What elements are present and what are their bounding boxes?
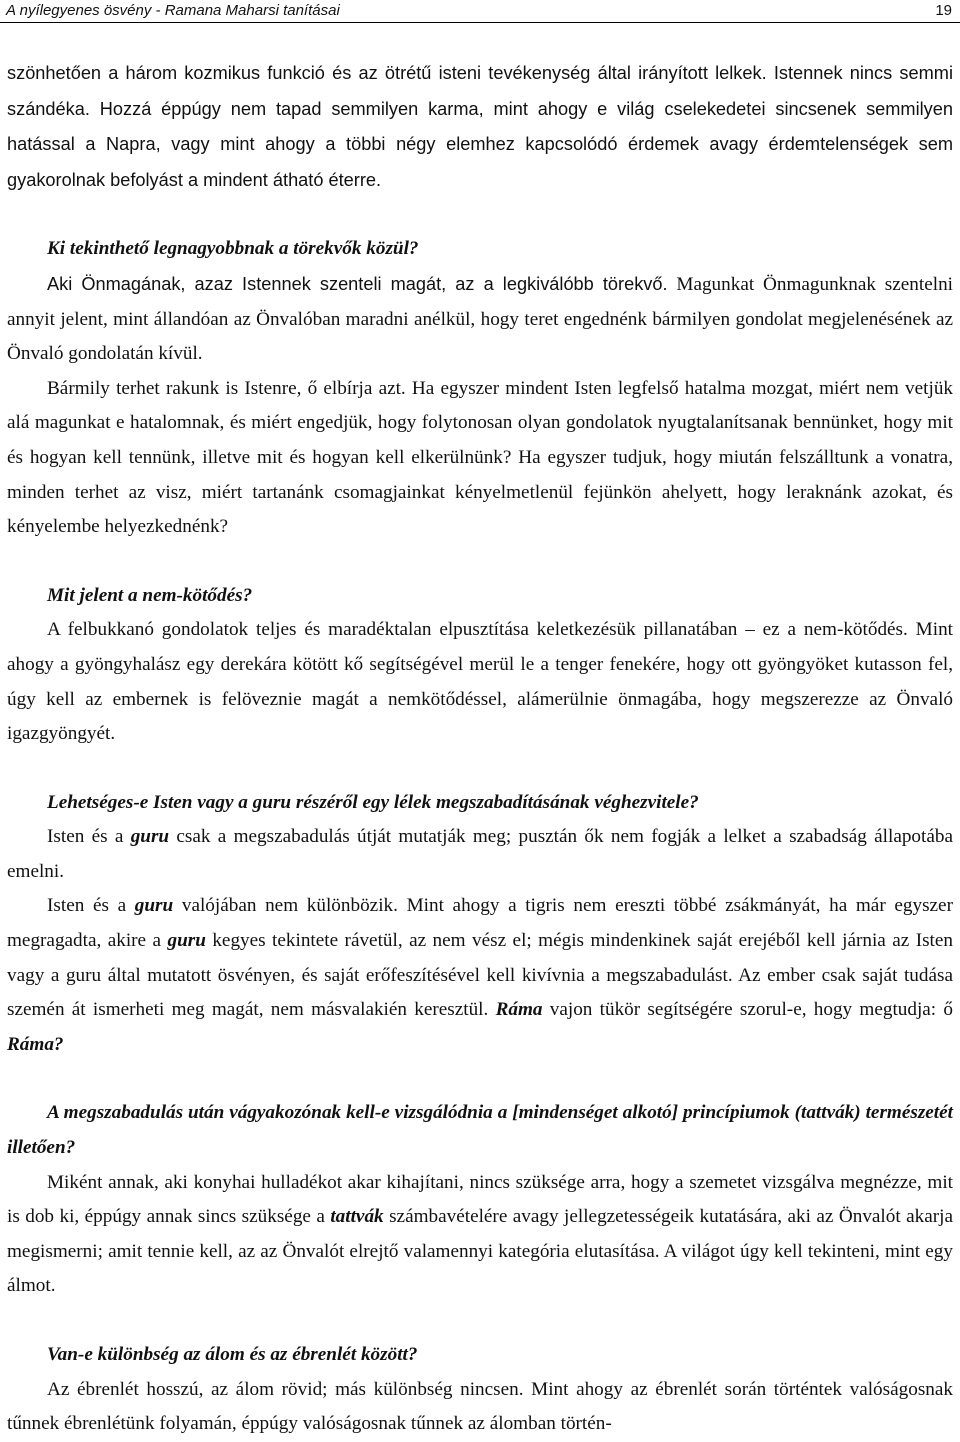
paragraph — [7, 889, 953, 1062]
emphasis: guru — [134, 895, 174, 917]
text-run: valójában nem különbözik. — [173, 895, 398, 917]
paragraph — [7, 820, 953, 889]
spacer — [7, 752, 953, 786]
paragraph — [7, 56, 953, 198]
text-run: csak a megszabadulás útját mutatják meg; pusztán ők nem fogják a lelket a szabadság állapotába emelni. — [7, 826, 953, 882]
text-run: szönhetően a három kozmikus funkció és az ötrétű isteni tevékenység által irányított lelkek. Istennek nincs semmi szándéka. — [7, 63, 953, 119]
paragraph — [7, 1373, 953, 1442]
page-number: 19 — [935, 2, 952, 19]
text-run: Isten és a — [47, 895, 135, 917]
text-run: Bármily terhet rakunk is Istenre, ő elbírja azt. — [47, 377, 406, 399]
text-run: számbavételére avagy jellegzetességeik kutatására, aki az Önvalót akarja megismerni; amit tennie kell, az az Önvalót elrejtő valamennyi kategória elutasítása. A világot úgy kell tekinteni, mint egy álmot. — [7, 1206, 953, 1297]
text-run: Ha egyszer mindent Isten legfelső hatalma mozgat, miért nem vetjük alá magunkat e hatalomnak, és miért engedjük, hogy folytonosan olyan gondolatok nyugtalanítsanak bennünket, hogy mit és hogyan kell tennünk, illetve mit és hogyan kell elkerülnünk? Ha egyszer tudjuk, hogy miután felszálltunk a vonatra, minden terhet az visz, miért tartanánk csomagjainkat kényelmetlenül fejünkön ahelyett, hogy leraknánk azokat, és kényelembe helyezkednénk? — [7, 377, 954, 538]
text-run: kegyes tekintete rávetül, az nem vész el; mégis mindenkinek saját erejéből kell járnia az Isten vagy a guru által mutatott ösvényen, és saját erőfeszítésével kell kivívnia a megszabadulást. Az ember csak saját tudása szemén át ismerheti meg magát, nem másvalakién keresztül. — [7, 930, 953, 1021]
section-question: Van-e különbség az álom és az ébrenlét között? — [47, 1344, 418, 1365]
emphasis: guru — [167, 930, 206, 952]
text-run: A felbukkanó gondolatok teljes és maradéktalan elpusztítása keletkezésük pillanatában ‒ ez a nem-kötődés. — [47, 619, 908, 641]
page-header — [0, 0, 960, 23]
text-run: Mint ahogy a tigris nem ereszti többé zsákmányát, ha már egyszer megragadta, akire a — [7, 895, 953, 952]
spacer — [7, 1062, 953, 1096]
text-run: Miként annak, aki konyhai hulladékot akar kihajítani, nincs szüksége arra, hogy a szemetet vizsgálva megnézze, mit is dob ki, éppúgy annak sincs szüksége a — [7, 1171, 953, 1228]
spacer — [7, 198, 953, 232]
text-run: Isten és a — [47, 826, 131, 848]
section-question: A megszabadulás után vágyakozónak kell-e vizsgálódnia a [mindenséget alkotó] princípiumok (tattvák) természetét illetően? — [7, 1102, 953, 1159]
section-question: Ki tekinthető legnagyobbnak a törekvők közül? — [47, 238, 419, 260]
emphasis: tattvák — [330, 1206, 384, 1228]
spacer — [7, 545, 953, 579]
paragraph — [7, 372, 953, 545]
spacer — [7, 1304, 953, 1338]
page-body — [7, 56, 953, 1442]
text-run: Hozzá éppúgy nem tapad semmilyen karma, mint ahogy e világ cselekedetei sincsenek semmilyen hatással a Napra, vagy mint ahogy a többi négy elemhez kapcsolódó érdemek avagy érdemtelenségek sem gyakorolnak befolyást a mindent átható éterre. — [7, 98, 953, 190]
emphasis: Ráma — [495, 999, 543, 1021]
section-question: Mit jelent a nem-kötődés? — [47, 584, 253, 606]
text-run: Mint ahogy a gyöngyhalász egy derekára kötött kő segítségével merül le a tenger fenekére, hogy ott gyöngyöket kutasson fel, úgy kell az embernek is felöveznie magát a nemkötődéssel, alámerülnie önmagába, hogy megszerezze az Önvaló igazgyöngyét. — [7, 619, 953, 745]
emphasis: guru — [130, 826, 170, 848]
text-run: Mint ahogy az ébrenlét során történtek valóságosnak tűnnek ébrenlétünk folyamán, éppúgy valóságosnak tűnnek az álomban történ- — [7, 1378, 953, 1435]
text-run: vajon tükör segítségére szorul-e, hogy megtudja: ő — [542, 999, 953, 1021]
text-run: Magunkat Önmagunknak szentelni annyit jelent, mint állandóan az Önvalóban maradni anélkül, hogy teret engednénk bármilyen gondolat megjelenésének az Önvaló gondolatán kívül. — [7, 273, 953, 365]
text-run: Az ébrenlét hosszú, az álom rövid; más különbség nincsen. — [47, 1378, 524, 1400]
paragraph — [7, 267, 953, 372]
paragraph — [7, 613, 953, 751]
paragraph — [7, 1166, 953, 1304]
section-question: Lehetséges-e Isten vagy a guru részéről egy lélek megszabadításának véghezvitele? — [47, 791, 699, 813]
emphasis: Ráma? — [7, 1033, 64, 1055]
text-run: Aki Önmagának, azaz Istennek szenteli magát, az a legkiválóbb törekvő. — [47, 273, 668, 294]
running-title: A nyílegyenes ösvény - Ramana Maharsi tanításai — [6, 2, 340, 19]
